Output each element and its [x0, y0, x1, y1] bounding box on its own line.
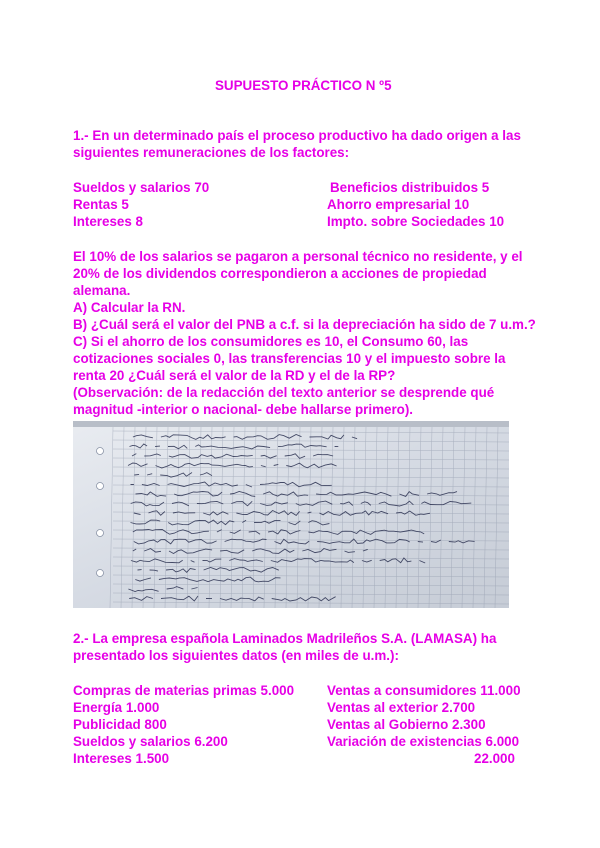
q1-left-item: Rentas 5: [73, 197, 129, 212]
q1-right-item: Ahorro empresarial 10: [327, 197, 470, 212]
q2-right-item: Ventas a consumidores 11.000: [327, 683, 521, 698]
q1-intro-line-1: 1.- En un determinado país el proceso productivo ha dado origen a las: [73, 128, 521, 143]
q1-body-line: (Observación: de la redacción del texto anterior se desprende qué: [73, 385, 495, 400]
q1-body-line: C) Si el ahorro de los consumidores es 10, el Consumo 60, las: [73, 334, 469, 349]
q1-body-line: magnitud -interior o nacional- debe hallarse primero).: [73, 402, 414, 417]
page-title: SUPUESTO PRÁCTICO N º5: [215, 78, 392, 93]
q1-body-line: 20% de los dividendos correspondieron a acciones de propiedad: [73, 266, 487, 281]
q2-left-item: Energía 1.000: [73, 700, 160, 715]
q1-body-line: alemana.: [73, 283, 131, 298]
q2-left-item: Publicidad 800: [73, 717, 167, 732]
q2-left-item: Intereses 1.500: [73, 751, 170, 766]
q1-left-item: Sueldos y salarios 70: [73, 180, 210, 195]
q1-intro-line-2: siguientes remuneraciones de los factores:: [73, 145, 350, 160]
q2-right-item: Ventas al Gobierno 2.300: [327, 717, 486, 732]
q1-body-line: El 10% de los salarios se pagaron a personal técnico no residente, y el: [73, 249, 523, 264]
q2-intro-line-2: presentado los siguientes datos (en miles de u.m.):: [73, 648, 399, 663]
q1-left-item: Intereses 8: [73, 214, 143, 229]
q1-body-line: renta 20 ¿Cuál será el valor de la RD y el de la RP?: [73, 368, 396, 383]
q1-body-line: A) Calcular la RN.: [73, 300, 186, 315]
q1-body-line: B) ¿Cuál será el valor del PNB a c.f. si la depreciación ha sido de 7 u.m.?: [73, 317, 536, 332]
q2-total: 22.000: [474, 751, 515, 766]
q2-left-item: Compras de materias primas 5.000: [73, 683, 295, 698]
handwritten-notes-photo: [73, 421, 509, 608]
q2-left-item: Sueldos y salarios 6.200: [73, 734, 228, 749]
q2-right-item: Ventas al exterior 2.700: [327, 700, 476, 715]
q1-right-item: Beneficios distribuidos 5: [330, 180, 490, 195]
q1-body-line: cotizaciones sociales 0, las transferencias 10 y el impuesto sobre la: [73, 351, 506, 366]
q2-intro-line-1: 2.- La empresa española Laminados Madrileños S.A. (LAMASA) ha: [73, 631, 497, 646]
q1-right-item: Impto. sobre Sociedades 10: [327, 214, 505, 229]
q2-right-item: Variación de existencias 6.000: [327, 734, 520, 749]
